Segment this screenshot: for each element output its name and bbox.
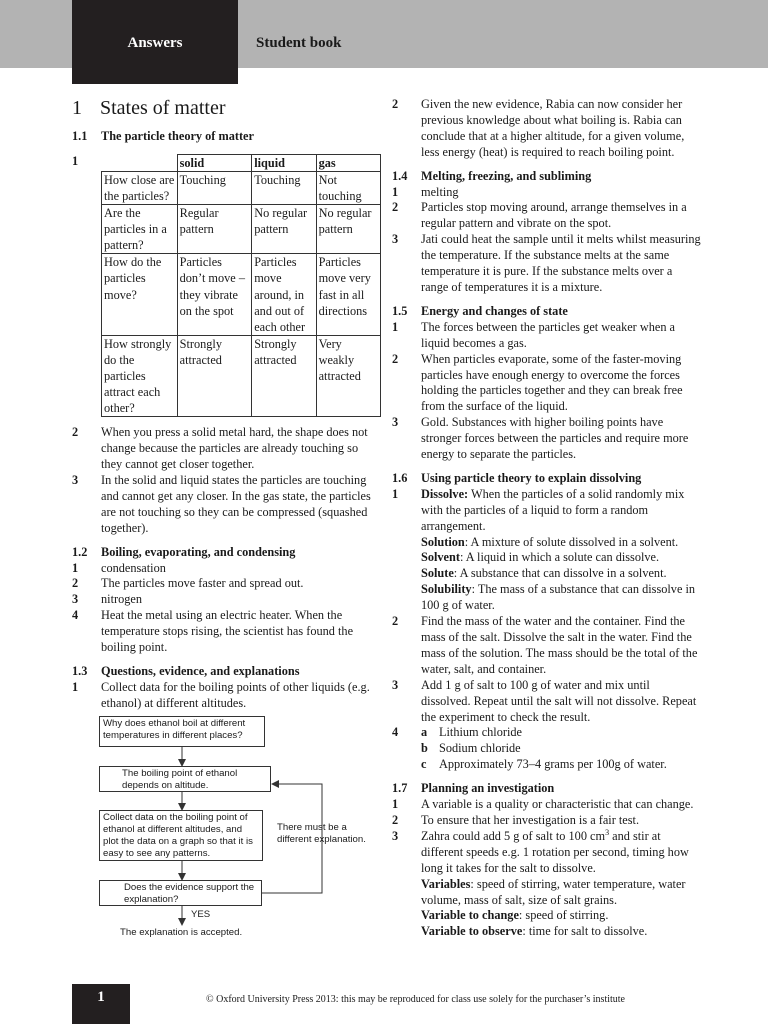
- question-1-3-1: 1 Collect data for the boiling points of other liquids (e.g. ethanol) at different altitudes.: [72, 679, 370, 710]
- flowchart-method-box: Collect data on the boiling point of ethanol at different altitudes, and plot the data on a graph so that it is easy to see any patterns.: [99, 810, 263, 861]
- section-1-4-heading: 1.4 Melting, freezing, and subliming: [392, 168, 592, 183]
- table-header: solid: [177, 154, 252, 171]
- question-1-4-2: 2 Particles stop moving around, arrange themselves in a regular pattern and vibrate on the spot.: [392, 200, 687, 231]
- flowchart: [72, 716, 380, 942]
- question-1-4-1: 1 melting: [392, 184, 459, 199]
- definition-solubility: Solubility: The mass of a substance that can dissolve in 100 g of water.: [421, 582, 696, 613]
- right-column: [392, 97, 702, 940]
- answer-4c: c Approximately 73–4 grams per 100g of water.: [421, 757, 667, 772]
- question-1-2-4: 4 Heat the metal using an electric heater. When the temperature stops rising, the scientist has found the boiling point.: [72, 608, 354, 655]
- section-1-5-heading: 1.5 Energy and changes of state: [392, 303, 568, 318]
- question-1-6-4: 4 a Lithium chloride b Sodium chloride c Approximately 73–4 grams per 100g of water.: [392, 725, 702, 773]
- table-header: liquid: [252, 154, 316, 171]
- chapter-title: [72, 96, 380, 120]
- particle-table: [101, 154, 381, 418]
- definition-solution: Solution: A mixture of solute dissolved in a solvent.: [421, 534, 679, 549]
- question-1-7-3: 3 Zahra could add 5 g of salt to 100 $cm^3$ and stir at different speeds e.g. 1 rotation per second, timing how long it takes for the salt to dissolve.: [392, 827, 689, 875]
- definition-solute: Solute: A substance that can dissolve in a solvent.: [421, 566, 667, 581]
- table-row: How close are the particles? Touching Touching Not touching: [102, 171, 381, 204]
- question-1-1-2: 2 When you press a solid metal hard, the shape does not change because the particles are already touching so they cannot get closer together.: [72, 425, 368, 472]
- question-1-4-3: 3 Jati could heat the sample until it melts whilst measuring the temperature. If the substance melts at the same temperature it is pure. If the substance melts over a range of temperatures it is a mixture.: [392, 232, 701, 294]
- flowchart-hypothesis-box: The boiling point of ethanol depends on altitude.: [99, 766, 271, 792]
- page-number: 1: [97, 989, 105, 1005]
- flowchart-conclusion: The explanation is accepted.: [120, 926, 243, 938]
- section-1-7-heading: 1.7 Planning an investigation: [392, 781, 555, 796]
- question-1-7-2: 2 To ensure that her investigation is a fair test.: [392, 812, 640, 827]
- table-header-row: [102, 154, 381, 171]
- definition-variable-to-observe: Variable to observe: time for salt to dissolve.: [421, 924, 648, 939]
- question-1-3-2: 2 Given the new evidence, Rabia can now consider her previous knowledge about what boiling is. Rabia can conclude that at a higher altitude, for a given volume, less energy (heat) is required to reach boiling point.: [392, 97, 685, 159]
- table-header: gas: [316, 154, 380, 171]
- question-1-5-1: 1 The forces between the particles get weaker when a liquid becomes a gas.: [392, 319, 676, 350]
- definition-variables: Variables: speed of stirring, water temperature, water volume, mass of salt, size of salt grains.: [421, 876, 686, 907]
- section-1-3-heading: 1.3 Questions, evidence, and explanations: [72, 664, 300, 678]
- question-1-5-2: 2 When particles evaporate, some of the faster-moving particles have enough energy to overcome the forces holding the particles together and they can break free from the surface of the liquid.: [392, 351, 683, 414]
- question-1-7-1: 1 A variable is a quality or characteristic that can change.: [392, 797, 694, 812]
- question-1-6-3: 3 Add 1 g of salt to 100 g of water and mix until dissolved. Repeat until the salt will not dissolve. Repeat the experiment to check the result.: [392, 677, 697, 724]
- flowchart-question-box: Why does ethanol boil at different temperatures in different places?: [99, 716, 265, 747]
- chapter-number: 1: [72, 97, 82, 119]
- chapter-title-text: States of matter: [100, 97, 226, 119]
- section-1-2-heading: 1.2 Boiling, evaporating, and condensing: [72, 544, 296, 559]
- left-column: [72, 96, 380, 942]
- question-1-2-2: 2 The particles move faster and spread out.: [72, 576, 304, 591]
- question-1-1-3: 3 In the solid and liquid states the particles are touching and cannot get any closer. In the gas state, the particles are not touching so they can be compressed (squashed together).: [72, 473, 371, 535]
- question-1-6-2: 2 Find the mass of the water and the container. Find the mass of the salt. Dissolve the salt in the water. Find the mass of the solution. The mass should be the total of the water, salt, and container.: [392, 614, 698, 676]
- question-1-2-1: 1 condensation: [72, 560, 166, 575]
- section-1-1-heading: 1.1 The particle theory of matter: [72, 129, 254, 143]
- copyright-notice: © Oxford University Press 2013: this may be reproduced for class use solely for the purchaser’s institute: [206, 994, 625, 1005]
- header-student-book: Student book: [256, 35, 342, 51]
- table-row: How strongly do the particles attract each other? Strongly attracted Strongly attracted Very weakly attracted: [102, 335, 381, 416]
- table-row: How do the particles move? Particles don’t move – they vibrate on the spot Particles move around, in and out of each other Particles move very fast in all directions: [102, 254, 381, 335]
- definition-variable-to-change: Variable to change: speed of stirring.: [421, 908, 609, 923]
- header-answers: Answers: [127, 35, 183, 51]
- flowchart-side-note: There must be a different explanation.: [277, 821, 366, 845]
- question-1-5-3: 3 Gold. Substances with higher boiling points have stronger forces between the particles and require more energy to separate the particles.: [392, 415, 689, 462]
- section-1-6-heading: 1.6 Using particle theory to explain dissolving: [392, 470, 642, 485]
- table-row: Are the particles in a pattern? Regular pattern No regular pattern No regular pattern: [102, 205, 381, 254]
- question-1-6-1: 1 Dissolve: When the particles of a solid randomly mix with the particles of a liquid to form a random arrangement.: [392, 486, 685, 533]
- flowchart-evidence-box: Does the evidence support the explanation?: [99, 880, 262, 906]
- definition-solvent: Solvent: A liquid in which a solute can dissolve.: [421, 550, 660, 565]
- question-1-2-3: 3 nitrogen: [72, 592, 142, 607]
- answer-4a: a Lithium chloride: [421, 725, 522, 740]
- answer-4b: b Sodium chloride: [421, 741, 521, 756]
- question-1-1-1: 1: [72, 153, 79, 168]
- flowchart-yes-label: YES: [191, 908, 211, 920]
